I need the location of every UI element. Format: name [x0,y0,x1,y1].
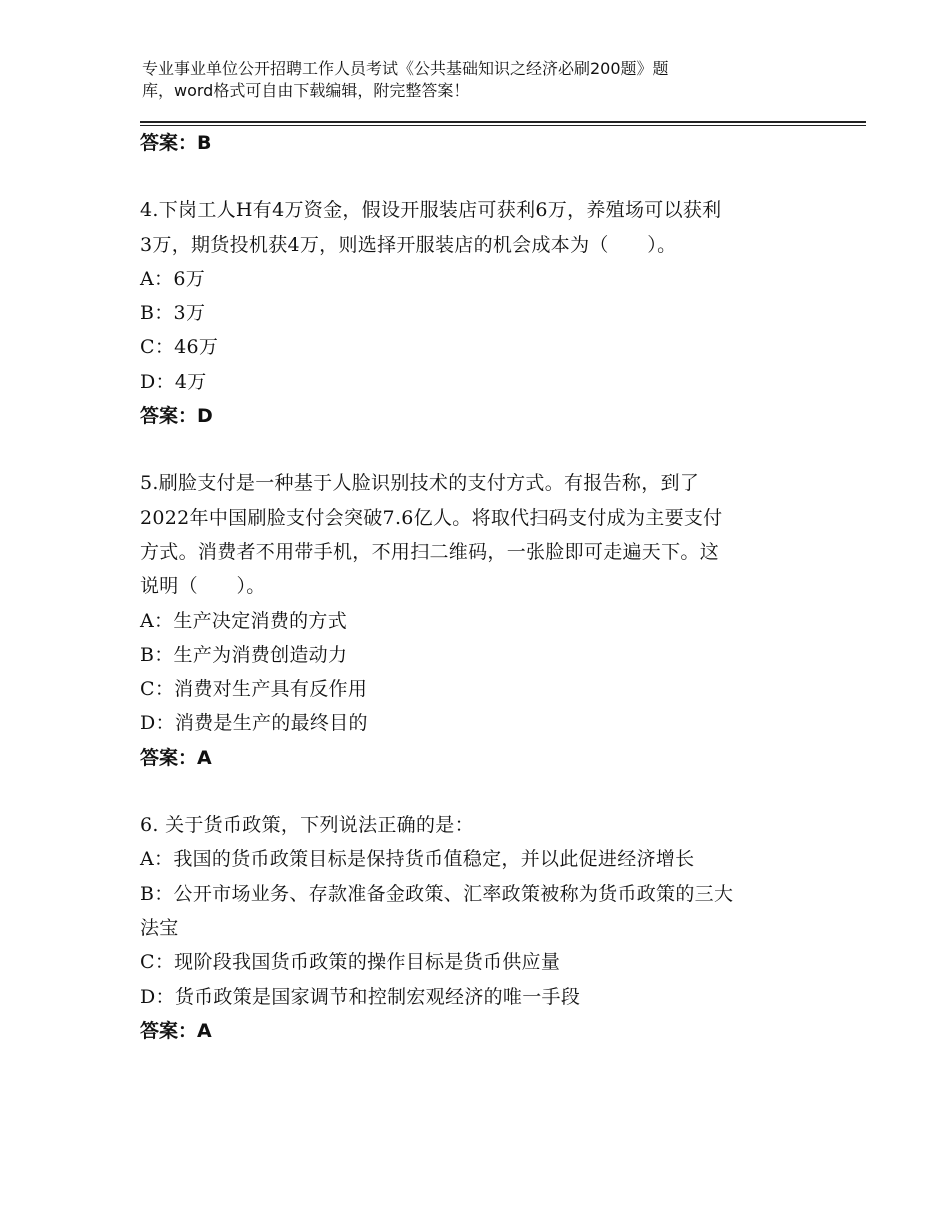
option-d: D：货币政策是国家调节和控制宏观经济的唯一手段 [140,985,581,1008]
header-line-2: 库，word格式可自由下载编辑，附完整答案！ [142,81,470,100]
option-d: D：4万 [140,370,207,393]
option-c: C：消费对生产具有反作用 [140,678,368,701]
question-5 [140,466,820,775]
option-a: A：6万 [140,267,206,290]
document-header [142,58,822,102]
header-line-1: 专业事业单位公开招聘工作人员考试《公共基础知识之经济必刷200题》题 [142,59,669,78]
spacer [140,160,820,193]
question-stem-line: 4.下岗工人H有4万资金，假设开服装店可获利6万，养殖场可以获利 [140,199,722,222]
answer: 答案：D [140,405,213,428]
answer: 答案：A [140,1019,212,1042]
question-stem-line: 说明（ ）。 [140,575,266,598]
option-b: B：公开市场业务、存款准备金政策、汇率政策被称为货币政策的三大 [140,882,734,905]
question-stem-line: 5.刷脸支付是一种基于人脸识别技术的支付方式。有报告称，到了 [140,472,700,495]
question-stem-line: 3万，期货投机获4万，则选择开服装店的机会成本为（ ）。 [140,233,677,256]
option-b: B：生产为消费创造动力 [140,643,348,666]
option-d: D：消费是生产的最终目的 [140,712,368,735]
option-b: B：3万 [140,302,206,325]
answer: 答案：A [140,746,212,769]
question-stem-line: 方式。消费者不用带手机，不用扫二维码，一张脸即可走遍天下。这 [140,540,720,563]
question-stem-line: 2022年中国刷脸支付会突破7.6亿人。将取代扫码支付成为主要支付 [140,506,723,529]
header-rule-thick [140,121,866,123]
question-stem-line: 6. 关于货币政策，下列说法正确的是： [140,814,474,837]
document-body [140,126,820,1048]
previous-answer: 答案：B [140,132,212,154]
question-6 [140,808,820,1048]
option-c: C：现阶段我国货币政策的操作目标是货币供应量 [140,951,561,974]
spacer [140,775,820,808]
spacer [140,433,820,466]
question-4 [140,193,820,433]
option-b-continued: 法宝 [140,916,179,939]
option-a: A：生产决定消费的方式 [140,609,348,632]
option-a: A：我国的货币政策目标是保持货币值稳定，并以此促进经济增长 [140,848,695,871]
option-c: C：46万 [140,336,219,359]
